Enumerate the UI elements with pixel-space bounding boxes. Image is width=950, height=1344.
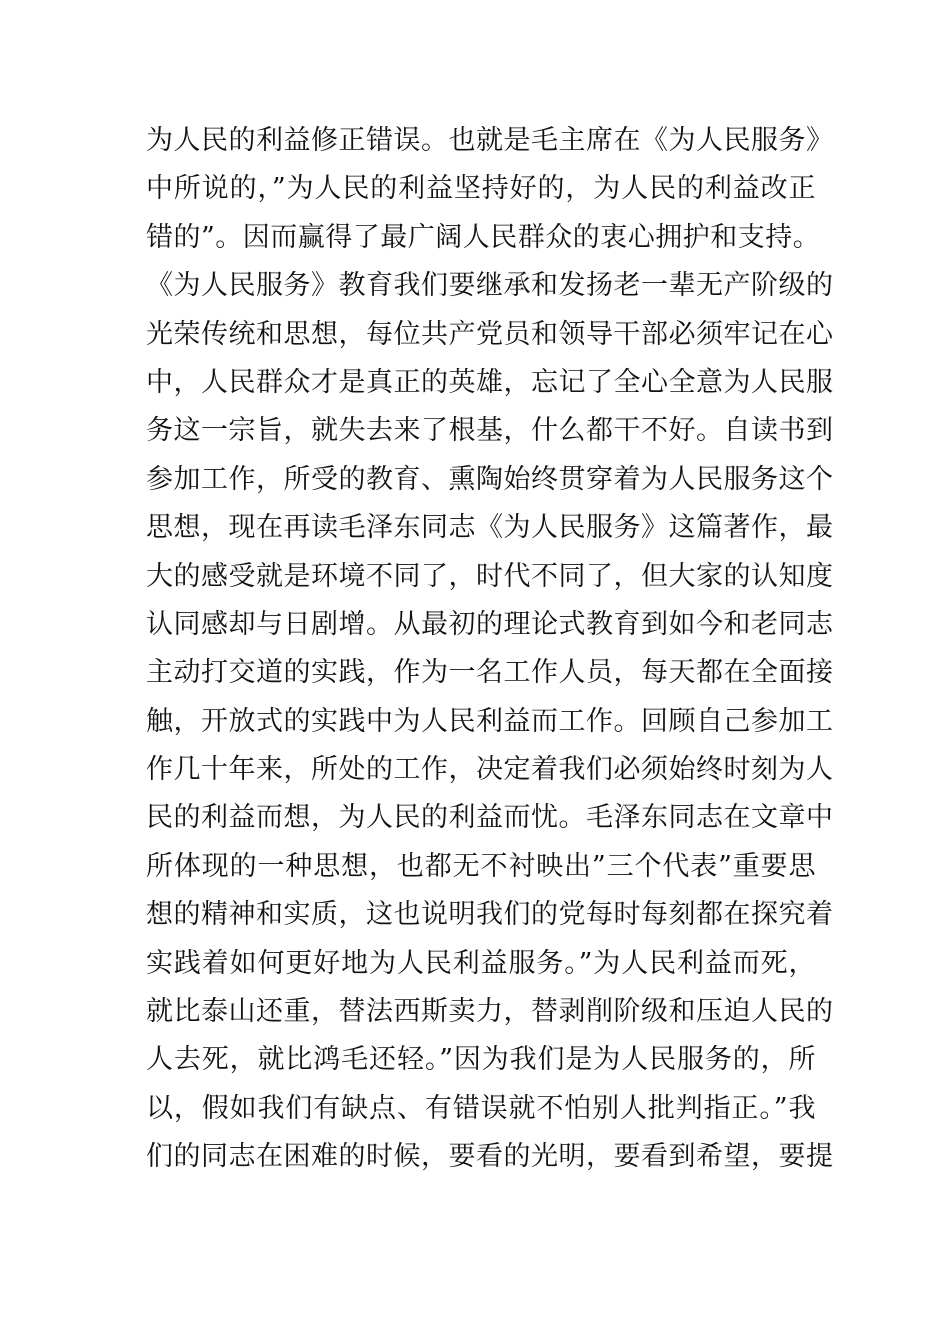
text-line: 们的同志在困难的时候，要看的光明，要看到希望，要提 (146, 1141, 834, 1173)
body-text (146, 117, 834, 1182)
text-line: 就比泰山还重，替法西斯卖力，替剥削阶级和压迫人民的 (146, 996, 834, 1028)
text-line: 中所说的，”为人民的利益坚持好的，为人民的利益改正 (146, 173, 816, 205)
text-line: 为人民的利益修正错误。也就是毛主席在《为人民服务》 (146, 125, 834, 156)
text-line: 所体现的一种思想，也都无不衬映出”三个代表”重要思 (146, 850, 816, 882)
text-line: 参加工作，所受的教育、熏陶始终贯穿着为人民服务这个 (146, 463, 834, 495)
text-line: 中，人民群众才是真正的英雄，忘记了全心全意为人民服 (146, 366, 834, 398)
text-line: 以，假如我们有缺点、有错误就不怕别人批判指正。”我 (146, 1092, 816, 1124)
text-line: 《为人民服务》教育我们要继承和发扬老一辈无产阶级的 (146, 270, 834, 302)
text-line: 作几十年来，所处的工作，决定着我们必须始终时刻为人 (146, 754, 834, 786)
text-line: 触，开放式的实践中为人民利益而工作。回顾自己参加工 (146, 705, 834, 737)
text-line: 实践着如何更好地为人民利益服务。”为人民利益而死， (146, 947, 816, 979)
text-line: 主动打交道的实践，作为一名工作人员，每天都在全面接 (146, 657, 834, 689)
text-line: 想的精神和实质，这也说明我们的党每时每刻都在探究着 (146, 899, 834, 931)
text-line: 务这一宗旨，就失去来了根基，什么都干不好。自读书到 (146, 415, 834, 447)
text-line: 大的感受就是环境不同了，时代不同了，但大家的认知度 (146, 560, 834, 592)
text-line: 思想，现在再读毛泽东同志《为人民服务》这篇著作，最 (146, 512, 834, 544)
text-line: 民的利益而想，为人民的利益而忧。毛泽东同志在文章中 (146, 802, 834, 834)
text-line: 错的”。因而赢得了最广阔人民群众的衷心拥护和支持。 (146, 221, 821, 253)
text-line: 光荣传统和思想，每位共产党员和领导干部必须牢记在心 (146, 318, 834, 350)
text-line: 认同感却与日剧增。从最初的理论式教育到如今和老同志 (146, 608, 834, 640)
text-line: 人去死，就比鸿毛还轻。”因为我们是为人民服务的，所 (146, 1044, 816, 1076)
